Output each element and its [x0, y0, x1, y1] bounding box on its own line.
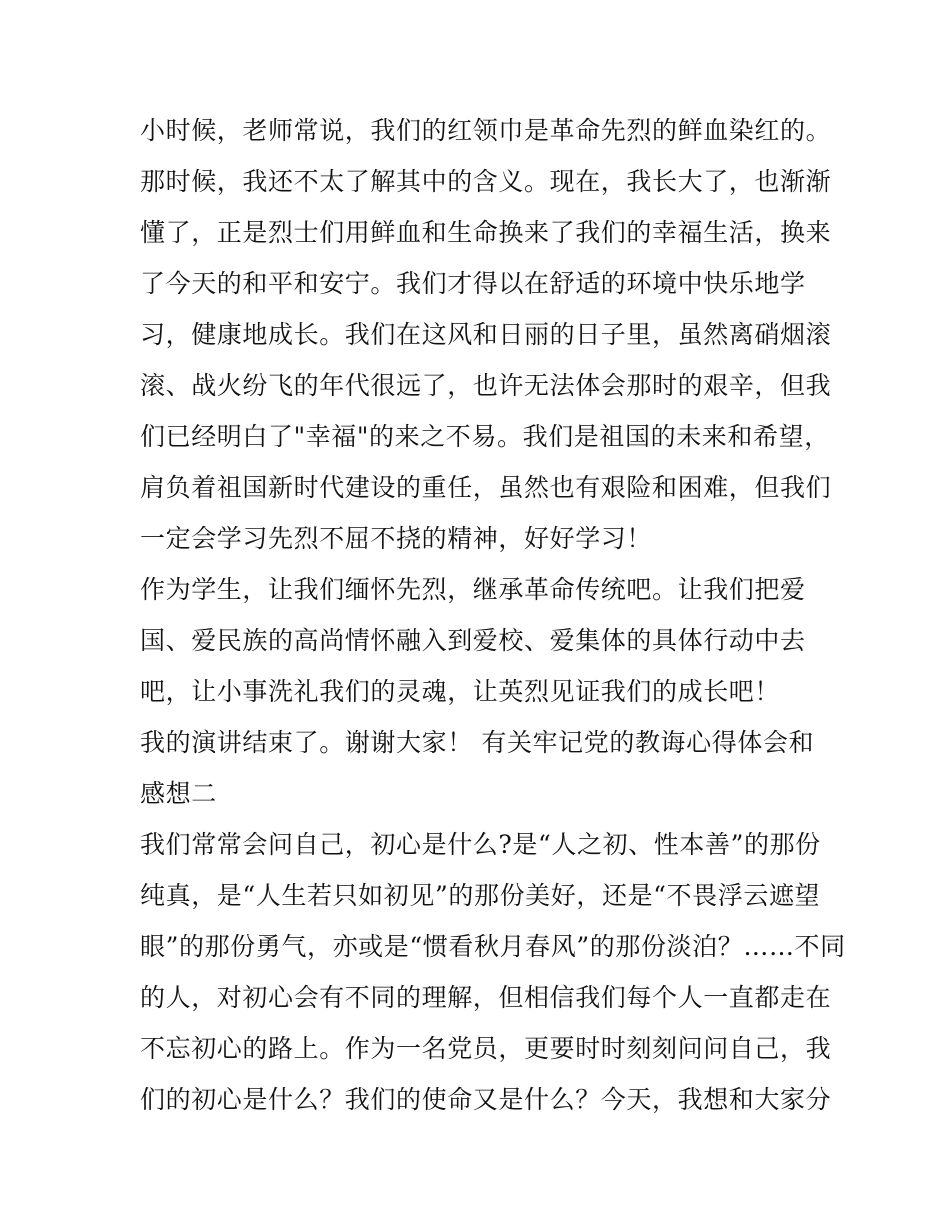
- text-line: 滚、战火纷飞的年代很远了，也许无法体会那时的艰辛，但我: [140, 371, 832, 400]
- text-line: 我的演讲结束了。谢谢大家！ 有关牢记党的教诲心得体会和: [140, 728, 815, 757]
- text-line: 纯真，是“人生若只如初见”的那份美好，还是“不畏浮云遮望: [140, 881, 821, 910]
- text-line: 一定会学习先烈不屈不挠的精神，好好学习！: [140, 524, 653, 553]
- document-body: [140, 105, 846, 1125]
- section-heading-line: 感想二: [140, 779, 217, 808]
- text-line: 作为学生，让我们缅怀先烈，继承革命传统吧。让我们把爱: [140, 575, 806, 604]
- text-line: 国、爱民族的高尚情怀融入到爱校、爱集体的具体行动中去: [140, 626, 806, 655]
- text-line: 我们常常会问自己，初心是什么?是“人之初、性本善”的那份: [140, 830, 821, 859]
- text-line: 吧，让小事洗礼我们的灵魂，让英烈见证我们的成长吧！: [140, 677, 781, 706]
- text-line: 眼”的那份勇气，亦或是“惯看秋月春风”的那份淡泊？……不同: [140, 932, 846, 961]
- text-line: 肩负着祖国新时代建设的重任，虽然也有艰险和困难，但我们: [140, 473, 832, 502]
- text-line: 不忘初心的路上。作为一名党员，更要时时刻刻问问自己，我: [140, 1034, 832, 1063]
- text-line: 习，健康地成长。我们在这风和日丽的日子里，虽然离硝烟滚: [140, 320, 832, 349]
- text-line: 的人，对初心会有不同的理解，但相信我们每个人一直都走在: [140, 983, 832, 1012]
- text-line: 那时候，我还不太了解其中的含义。现在，我长大了，也渐渐: [140, 167, 832, 196]
- text-line: 了今天的和平和安宁。我们才得以在舒适的环境中快乐地学: [140, 269, 806, 298]
- text-line: 们的初心是什么？我们的使命又是什么？今天，我想和大家分: [140, 1085, 832, 1114]
- text-line: 懂了，正是烈士们用鲜血和生命换来了我们的幸福生活，换来: [140, 218, 832, 247]
- text-line: 小时候，老师常说，我们的红领巾是革命先烈的鲜血染红的。: [140, 116, 832, 145]
- text-line: 们已经明白了"幸福"的来之不易。我们是祖国的未来和希望，: [140, 422, 830, 451]
